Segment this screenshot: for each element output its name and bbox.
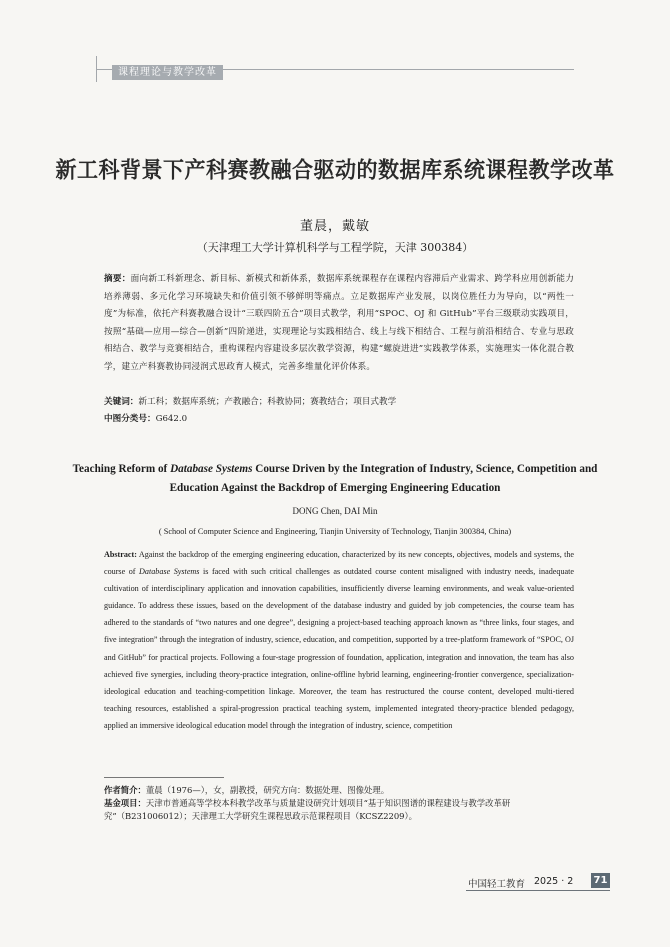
affiliation-zh: （天津理工大学计算机科学与工程学院，天津 300384） [196, 241, 474, 254]
keywords-zh [104, 395, 396, 407]
title-en-italic: Database Systems [170, 463, 253, 475]
keywords-zh-label: 关键词： [104, 397, 139, 407]
clc-number [104, 412, 187, 424]
paper-title-zh: 新工科背景下产科赛教融合驱动的数据库系统课程教学改革 [55, 157, 615, 183]
clc-label: 中图分类号： [104, 414, 156, 424]
title-en-part2: Course Driven by the Integration of Industry, Science, Competition and Education Against the Backdrop of Emerging Engineering Education [169, 463, 598, 494]
authors-en: DONG Chen, DAI Min [292, 506, 378, 516]
abstract-zh [104, 271, 574, 377]
abstract-en-italic: Database Systems [139, 567, 200, 577]
page-number: 71 [591, 873, 610, 888]
footnote-fund [104, 797, 584, 823]
title-en-part1: Teaching Reform of [72, 463, 171, 475]
abstract-en [104, 546, 574, 734]
footer-rule [466, 890, 610, 891]
abstract-en-text-2: is faced with such critical challenges as outdated course content misaligned with industry needs, inadequate cultivation of interdisciplinary application and innovation capabilities, insufficiently diverse learning environments, and weak value-oriented guidance. To address these issues, based on the development of the database industry and guided by job competencies, the course team has adhered to the standards of “two natures and one degree”, designing a project-based teaching approach known as “three links, four stages, and five integration” through the integration of industry, science, education, and competition, supported by a tree-platform framework of “SPOC, OJ and GitHub” for practical projects. Following a four-stage progression of foundation, application, integration and innovation, the team has also achieved five synergies, including theory-practice integration, online-offline hybrid learning, engineering-frontier convergence, specialization-ideological education and teaching-competition linkage. Moreover, the team has restructured the course content, developed multi-tiered teaching resources, established a spiral-progression practical teaching system, implemented integrated theory-practice blended pedagogy, applied an immersive ideological education model through the integration of industry, science, competition [104, 567, 574, 730]
footnote-author-label: 作者简介： [104, 785, 146, 795]
clc-text: G642.0 [155, 414, 188, 424]
abstract-zh-text: 面向新工科新理念、新目标、新模式和新体系，数据库系统课程存在课程内容滞后产业需求、跨学科应用创新能力培养薄弱、多元化学习环境缺失和价值引领不够鲜明等痛点。立足数据库产业发展，以岗位胜任力为导向，以“两性一度”为标准，依托产科赛教融合设计“三联四阶五合”项目式教学，利用“SPOC、OJ 和 GitHub”平台三级联动实践项目，按照“基础—应用—综合—创新”四阶递进，实现理论与实践相结合、线上与线下相结合、工程与前沿相结合、专业与思政相结合、教学与竞赛相结合，重构课程内容建设多层次教学资源，构建“螺旋进进”实践教学体系，实施理实一体化混合教学，建立产科赛教协同浸润式思政育人模式，完善多维量化评价体系。 [104, 274, 574, 372]
footer-issue: 2025 · 2 [534, 876, 574, 887]
footnote-fund-text: 天津市普通高等学校本科教学改革与质量建设研究计划项目“基于知识图谱的课程建设与教学改革研究”（B231006012）；天津理工大学研究生课程思政示范课程项目（KCSZ2209）。 [104, 798, 511, 821]
footnote-author [104, 784, 584, 797]
paper-title-en [60, 460, 610, 498]
abstract-en-text-1: Against the backdrop of the emerging engineering education, characterized by its new concepts, objectives, models and systems, the course of [104, 550, 574, 577]
keywords-zh-text: 新工科；数据库系统；产教融合；科教协同；赛教结合；项目式教学 [138, 397, 397, 407]
authors-zh: 董晨，戴敏 [299, 219, 370, 234]
footnote-rule [104, 777, 224, 778]
abstract-zh-label: 摘要： [104, 274, 131, 284]
footer-journal: 中国轻工教育 [468, 879, 526, 890]
footnote-author-text: 董晨（1976—），女，副教授，研究方向：数据处理、图像处理。 [145, 785, 390, 795]
affiliation-en: ( School of Computer Science and Engineering, Tianjin University of Technology, Tianjin 300384, China) [158, 527, 512, 536]
section-label: 课程理论与教学改革 [112, 65, 223, 80]
abstract-en-label: Abstract: [104, 550, 137, 559]
footnote-fund-label: 基金项目： [104, 798, 146, 808]
